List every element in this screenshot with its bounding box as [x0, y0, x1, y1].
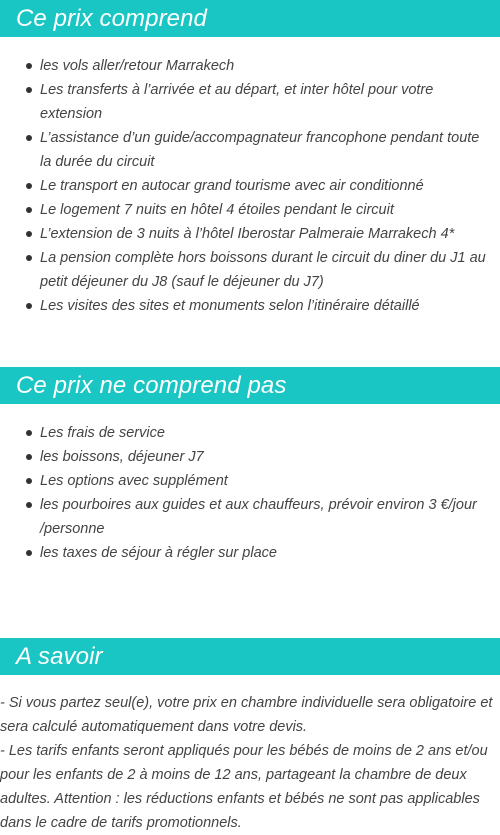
list-item [0, 54, 500, 78]
list-item-text: Les frais de service [40, 425, 165, 441]
list-item-text: les vols aller/retour Marrakech [40, 58, 235, 74]
info-paragraph: - Les tarifs enfants seront appliqués pour les bébés de moins de 2 ans et/ou pour les enfants de 2 à moins de 12 ans, partageant la chambre de deux adultes. Attention : les réductions enfants et bébés ne sont pas applicables dans le cadre de tarifs promotionnels. [0, 743, 488, 831]
list-item [0, 294, 500, 318]
list-item [0, 445, 500, 469]
bullet-icon [26, 502, 32, 508]
list-item [0, 493, 500, 541]
list-item [0, 541, 500, 565]
list-item [0, 222, 500, 246]
list-item-text: Le logement 7 nuits en hôtel 4 étoiles pendant le circuit [40, 202, 394, 218]
bullet-icon [26, 430, 32, 436]
excludes-list [0, 421, 500, 565]
section-title-info: A savoir [0, 638, 500, 675]
bullet-icon [26, 255, 32, 261]
bullet-icon [26, 63, 32, 69]
bullet-icon [26, 135, 32, 141]
list-item-text: Les options avec supplément [40, 473, 228, 489]
list-item-text: Le transport en autocar grand tourisme avec air conditionné [40, 178, 424, 194]
list-item [0, 78, 500, 126]
list-item-text: les pourboires aux guides et aux chauffeurs, prévoir environ 3 €/jour /personne [40, 497, 477, 537]
section-title-excludes: Ce prix ne comprend pas [0, 367, 500, 404]
list-item [0, 174, 500, 198]
list-item-text: La pension complète hors boissons durant le circuit du diner du J1 au petit déjeuner du J8 (sauf le déjeuner du J7) [40, 250, 486, 290]
list-item [0, 126, 500, 174]
list-item [0, 421, 500, 445]
bullet-icon [26, 231, 32, 237]
list-item-text: les taxes de séjour à régler sur place [40, 545, 277, 561]
list-item [0, 246, 500, 294]
info-paragraph: - Si vous partez seul(e), votre prix en chambre individuelle sera obligatoire et sera calculé automatiquement dans votre devis. [0, 695, 493, 735]
list-item-text: L’assistance d’un guide/accompagnateur francophone pendant toute la durée du circuit [40, 130, 480, 170]
bullet-icon [26, 207, 32, 213]
list-item-text: Les transferts à l’arrivée et au départ, et inter hôtel pour votre extension [40, 82, 434, 122]
section-title-includes: Ce prix comprend [0, 0, 500, 37]
includes-list [0, 54, 500, 318]
bullet-icon [26, 478, 32, 484]
bullet-icon [26, 87, 32, 93]
bullet-icon [26, 183, 32, 189]
list-item [0, 198, 500, 222]
list-item-text: Les visites des sites et monuments selon l’itinéraire détaillé [40, 298, 420, 314]
list-item-text: L’extension de 3 nuits à l’hôtel Iberostar Palmeraie Marrakech 4* [40, 226, 455, 242]
bullet-icon [26, 550, 32, 556]
list-item-text: les boissons, déjeuner J7 [40, 449, 204, 465]
list-item [0, 469, 500, 493]
bullet-icon [26, 303, 32, 309]
bullet-icon [26, 454, 32, 460]
info-text [0, 691, 500, 835]
